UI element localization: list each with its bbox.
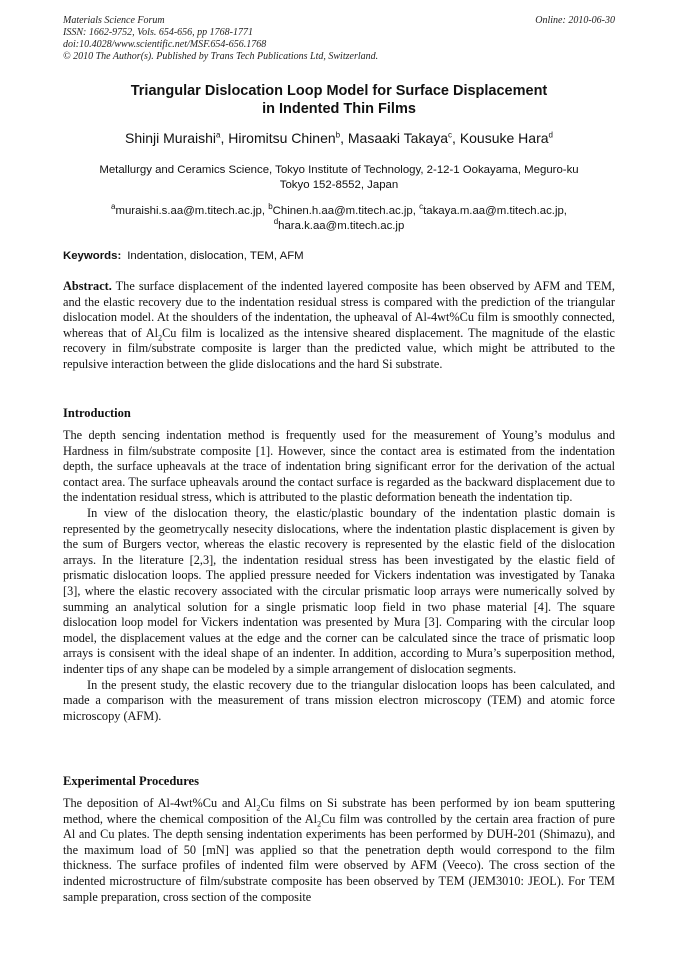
abstract-text: Cu film is localized as the intensive sheared displacement. The magnitude of the elastic recovery in film/substrate composite is larger than the predicted value, which might be attributed to the repulsive interaction between the glide dislocations and the hard Si substrate. [63,325,616,371]
email-line-2 [63,219,615,234]
paragraph: In view of the dislocation theory, the elastic/plastic boundary of the indentation plastic domain is represented by the geometrycally nesecity dislocations, where the indentation plastic displacement is given by the sum of Burgers vector, whereas the elastic recovery is represented by the elastic field of the dislocation arrays. In the literature [2,3], the indentation residual stress has been investigated by the elastic field of prismatic dislocation loops. The applied pressure needed for Vickers indentation was investigated by Tanaka [3], where the elastic recovery associated with the circular prismatic loop arrays were numerically solved by summing an analytical solution for a single prismatic loop field in two phase material [4]. The square dislocation loop model for Vickers indentation was presented by Mura [3]. Comparing with the circular loop model, the displacement values at the edge and the corner can be calculated since the trace of prismatic loop arrays is consisent with the ideal shape of an indenter. In addition, according to Mura’s superposition method, indenter tips of any shape can be modeled by a simple arrangement of dislocation segments. [63,505,615,676]
online-date: Online: 2010-06-30 [535,15,615,26]
abstract [63,279,615,373]
email-sup: b [268,202,273,212]
email-address[interactable]: takaya.m.aa@m.titech.ac.jp, [423,205,567,217]
email-address[interactable]: hara.k.aa@m.titech.ac.jp [278,220,405,232]
author-sup: c [448,130,453,140]
author-name: Kousuke Hara [459,130,549,146]
subscript: 2 [256,803,261,813]
email-sup: c [419,202,424,212]
abstract-text: The surface displacement of the indented layered composite has been observed by AFM and TEM, and the elastic recovery due to the indentation residual stress is compared with the prediction of the triangular dislocation model. At the shoulders of the indentation, the upheaval of Al-4wt%Cu film is smoothly connected, whereas that of Al [63,279,615,340]
author-sep: , [452,130,460,146]
keywords-label: Keywords: [63,250,122,262]
introduction-body [63,428,615,724]
section-heading-experimental: Experimental Procedures [63,774,199,788]
author-name: Shinji Muraishi [125,130,217,146]
experimental-body [63,796,615,905]
author-sep: , [220,130,229,146]
affiliation-line-2: Tokyo 152-8552, Japan [279,179,399,191]
author-sep: , [340,130,348,146]
title-line-1: Triangular Dislocation Loop Model for Surface Displacement [130,83,548,99]
email-line-1 [63,204,615,219]
copyright-line: © 2010 The Author(s). Published by Trans Tech Publications Ltd, Switzerland. [63,51,379,62]
author-sup: d [548,130,553,140]
author-list [63,129,615,147]
email-sup: d [273,217,279,227]
author-sup: b [335,130,341,140]
section-heading-introduction: Introduction [63,406,131,420]
journal-header [63,15,615,63]
text-run: The deposition of Al-4wt%Cu and Al [63,796,257,810]
author-name: Masaaki Takaya [347,130,449,146]
email-list [63,204,615,234]
affiliation-line-1: Metallurgy and Ceramics Science, Tokyo Institute of Technology, 2-12-1 Ookayama, Meguro-ku [99,164,579,176]
paragraph [63,796,615,905]
keywords-text: Indentation, dislocation, TEM, AFM [127,250,304,262]
keywords [63,249,615,264]
text-run: Cu films on Si substrate has been performed by ion beam sputtering method, where the chemical composition of the Al [63,796,615,826]
subscript: 2 [317,819,322,829]
email-sup: a [111,202,116,212]
affiliation [63,163,615,193]
abstract-label: Abstract. [63,279,112,293]
subscript: 2 [158,333,163,343]
author-sup: a [216,130,221,140]
email-address[interactable]: muraishi.s.aa@m.titech.ac.jp, [115,205,269,217]
paragraph: In the present study, the elastic recovery due to the triangular dislocation loops has been calculated, and made a comparison with the measurement of trans mission electron microscopy (TEM) and atomic force microscopy (AFM). [63,677,615,723]
author-name: Hiromitsu Chinen [228,130,336,146]
text-run: Cu film was controlled by the certain area fraction of pure Al and Cu plates. The depth sensing indentation experiments has been performed by DUH-201 (Shimazu), and the maximum load of 50 [mN] was applied so that the penetration depth would correspond to the film thickness. The surface profiles of indented film were observed by AFM (Veeco). The cross section of the indented microstructure of film/substrate composite has been observed by TEM (JEM3010: JEOL). For TEM sample preparation, cross section of the composite [63,811,615,904]
title-line-2: in Indented Thin Films [262,101,416,117]
paragraph: The depth sencing indentation method is frequently used for the measurement of Young’s modulus and Hardness in film/substrate composite [1]. However, since the contact area is estimated from the indentation depth, the surface upheavals at the trace of indentation bring significant error for the derivation of the actual contact area. The surface upheavals around the contact surface is regarded as the backward displacement due to the indentation residual stress, which is attributed to the plastic deformation beneath the indentation tip. [63,428,615,505]
email-address[interactable]: Chinen.h.aa@m.titech.ac.jp, [272,205,420,217]
issn-line: ISSN: 1662-9752, Vols. 654-656, pp 1768-1771 [63,27,253,38]
journal-name: Materials Science Forum [63,15,165,26]
paper-title [63,82,615,118]
doi-line: doi:10.4028/www.scientific.net/MSF.654-656.1768 [63,39,267,50]
